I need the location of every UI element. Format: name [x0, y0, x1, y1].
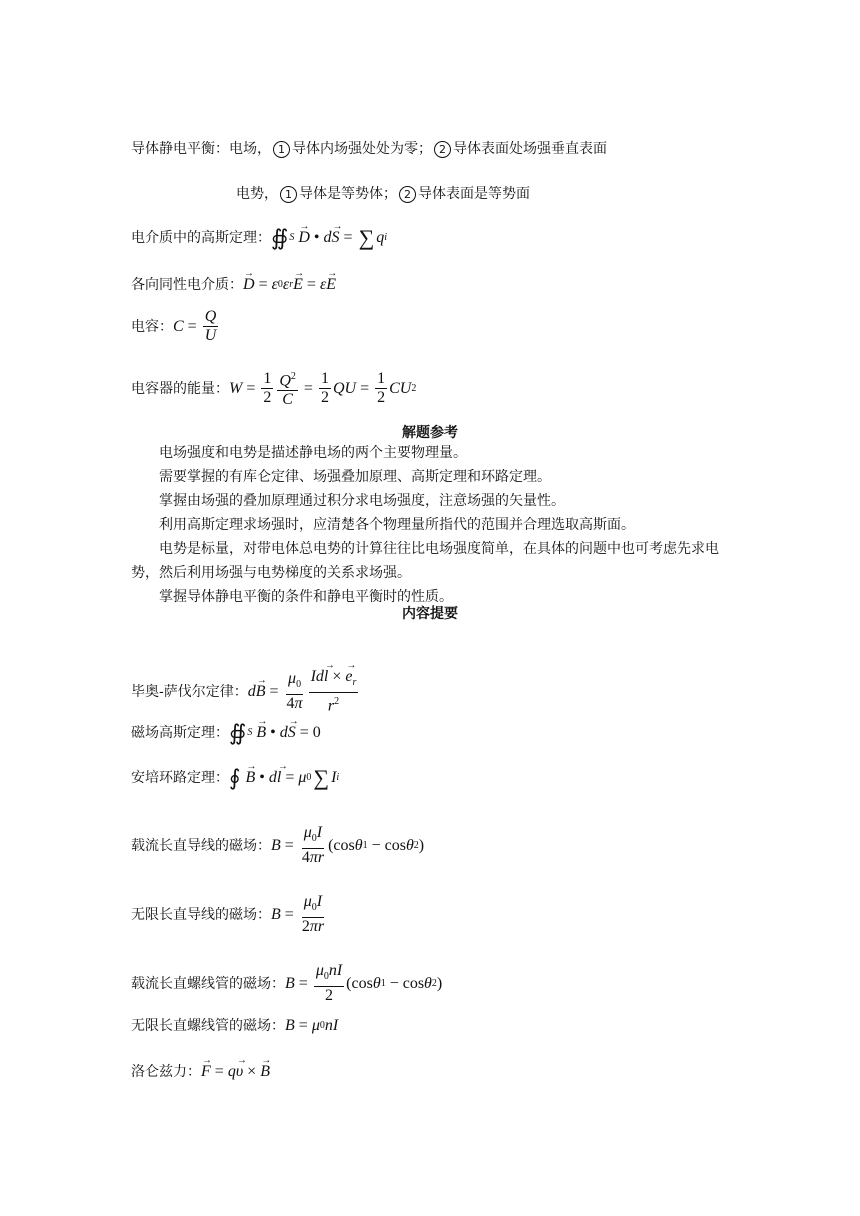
conductor-field-point-1: 导体内场强处处为零；: [292, 141, 432, 157]
circled-number-1: 1: [273, 141, 290, 158]
paragraph: 需要掌握的有库仑定律、场强叠加原理、高斯定理和环路定理。: [159, 469, 551, 485]
ampere-law-label: 安培环路定理：: [131, 770, 229, 786]
infinite-wire-formula: B = $\frac{\mu_0I}{2\pi r}$: [271, 893, 325, 936]
isotropic-dielectric-formula: → D = ε 0 ε r → E = ε → E: [243, 275, 336, 295]
finite-wire-line: [131, 824, 424, 867]
finite-solenoid-line: [131, 962, 442, 1005]
paragraph: 利用高斯定理求场强时，应清楚各个物理量所指代的范围并合理选取高斯面。: [159, 517, 635, 533]
circled-number-1: 1: [280, 186, 297, 203]
infinite-solenoid-formula: B = μ 0 nI: [285, 1017, 339, 1034]
isotropic-dielectric-label: 各向同性电介质：: [131, 277, 243, 293]
conductor-potential-line: [236, 184, 530, 204]
finite-solenoid-formula: B = $\frac{\mu_0nI}{2}$ (cos θ 1 − cos θ 2 ): [285, 962, 443, 1005]
circled-number-2: 2: [399, 186, 416, 203]
section-title-reference: 解题参考: [402, 425, 458, 441]
paragraph: 电场强度和电势是描述静电场的两个主要物理量。: [159, 445, 467, 461]
finite-solenoid-label: 载流长直螺线管的磁场：: [131, 975, 285, 992]
lorentz-force-formula: → F = q → υ × → B: [201, 1062, 270, 1082]
capacitance-formula: C = $\frac{Q}{U}$: [173, 308, 217, 344]
conductor-field-line: [131, 139, 607, 159]
infinite-solenoid-label: 无限长直螺线管的磁场：: [131, 1018, 285, 1034]
paragraph: 掌握由场强的叠加原理通过积分求电场强度，注意场强的矢量性。: [159, 493, 565, 509]
finite-wire-label: 载流长直导线的磁场：: [131, 837, 271, 854]
magnetic-gauss-label: 磁场高斯定理：: [131, 725, 229, 741]
paragraph: 电势是标量，对带电体总电势的计算往往比电场强度简单，在具体的问题中也可考虑先求电势，然后利用场强与电势梯度的关系求场强。: [131, 541, 719, 581]
infinite-wire-label: 无限长直导线的磁场：: [131, 906, 271, 923]
dielectric-gauss-line: [131, 225, 388, 250]
biot-savart-label: 毕奥-萨伐尔定律：: [131, 683, 248, 700]
ampere-law-line: [131, 765, 340, 790]
capacitance-line: [131, 308, 220, 345]
section-title-summary: 内容提要: [402, 606, 458, 622]
biot-savart-line: [131, 668, 360, 716]
capacitance-label: 电容：: [131, 318, 173, 335]
circled-number-2: 2: [434, 141, 451, 158]
infinite-solenoid-line: [131, 1016, 338, 1036]
capacitor-energy-label: 电容器的能量：: [131, 380, 229, 397]
paragraph: 掌握导体静电平衡的条件和静电平衡时的性质。: [159, 589, 453, 605]
isotropic-dielectric-line: [131, 275, 336, 295]
reference-paragraphs: [131, 441, 731, 609]
finite-wire-formula: B = $\frac{\mu_0I}{4\pi r}$ (cos θ 1 − cos θ 2 ): [271, 824, 425, 867]
magnetic-gauss-formula: ∯ S → B • d → S = 0: [229, 723, 321, 743]
biot-savart-formula: d → B = $\frac{\mu_0}{4\pi}$ $\frac{Id\to l \times \to e_r}{r^2}$: [248, 668, 361, 716]
lorentz-force-line: [131, 1062, 270, 1082]
lorentz-force-label: 洛仑兹力：: [131, 1064, 201, 1080]
dielectric-gauss-formula: ∯ S → D • d → S = ∑ q i: [271, 228, 387, 248]
magnetic-gauss-line: [131, 720, 321, 745]
conductor-potential-label: 电势，: [236, 186, 278, 202]
conductor-field-point-2: 导体表面处场强垂直表面: [453, 141, 607, 157]
ampere-law-formula: ∮ → B • d → l = μ 0 ∑ I i: [229, 768, 339, 788]
infinite-wire-line: [131, 893, 328, 936]
conductor-potential-point-1: 导体是等势体；: [299, 186, 397, 202]
dielectric-gauss-label: 电介质中的高斯定理：: [131, 230, 271, 246]
conductor-field-label: 导体静电平衡：电场，: [131, 141, 271, 157]
capacitor-energy-line: [131, 368, 416, 409]
conductor-potential-point-2: 导体表面是等势面: [418, 186, 530, 202]
capacitor-energy-formula: W = $\frac{1}{2}$ $\frac{Q^2}{C}$ = $\frac{1}{2}$ QU = $\frac{1}{2}$ CU 2: [229, 368, 416, 409]
